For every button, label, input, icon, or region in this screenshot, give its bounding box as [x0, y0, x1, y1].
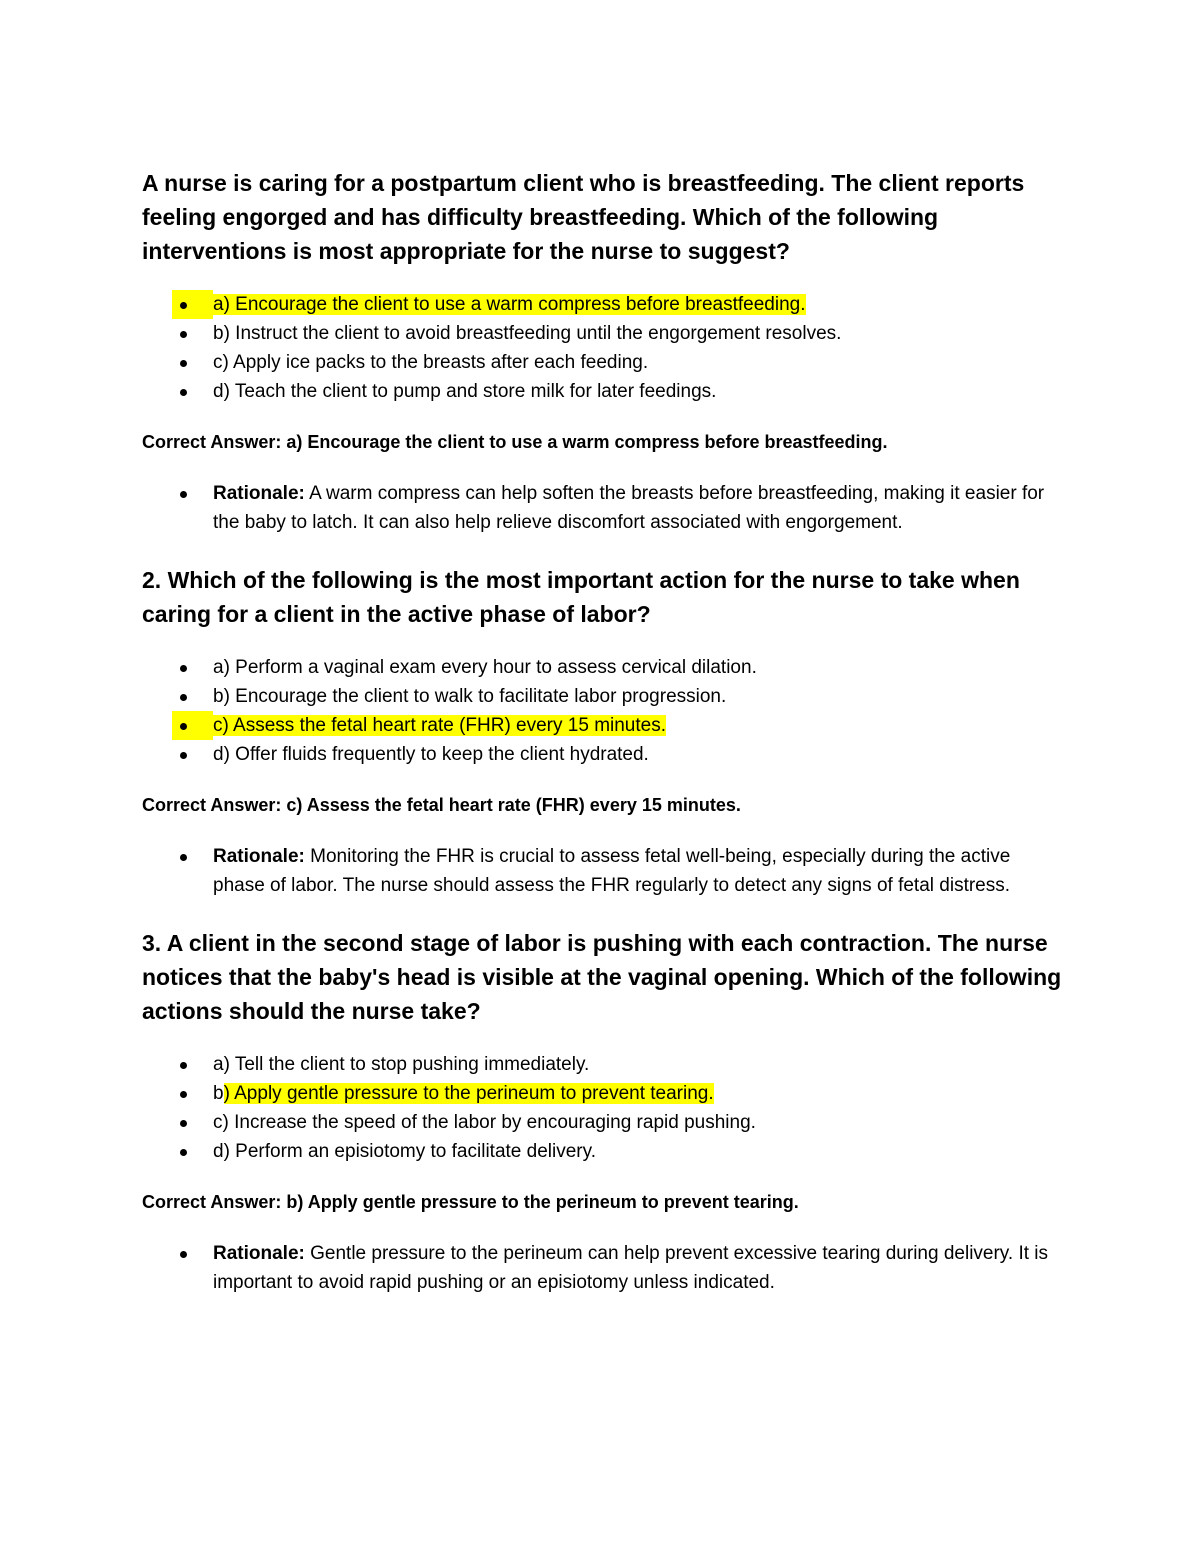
highlight-mark	[172, 711, 213, 740]
option-text-correct: ) Apply gentle pressure to the perineum to prevent tearing.	[223, 1083, 714, 1104]
option-text: d) Perform an episiotomy to facilitate delivery.	[213, 1141, 596, 1162]
option-text-correct: c) Assess the fetal heart rate (FHR) every 15 minutes.	[213, 715, 667, 736]
rationale-text: Gentle pressure to the perineum can help prevent excessive tearing during delivery. It is important to avoid rapid pushing or an episiotomy unless indicated.	[213, 1243, 1049, 1293]
bullet-icon	[180, 302, 187, 309]
question-1: A nurse is caring for a postpartum client who is breastfeeding. The client reports feeling engorged and has difficulty breastfeeding. Which of the following interventions is most appropriate for the nurse to suggest?	[142, 170, 1025, 264]
option-item	[142, 682, 1067, 711]
rationale-item	[142, 479, 1067, 537]
rationale-label: Rationale:	[213, 483, 305, 504]
correct-answer-3: Correct Answer: b) Apply gentle pressure to the perineum to prevent tearing.	[142, 1192, 799, 1212]
document-page	[142, 166, 1067, 1297]
bullet-icon	[180, 360, 187, 367]
option-text: c) Increase the speed of the labor by encouraging rapid pushing.	[213, 1112, 756, 1133]
bullet-icon	[180, 331, 187, 338]
question-3-options	[142, 1050, 1067, 1166]
bullet-icon	[180, 752, 187, 759]
rationale-text: Monitoring the FHR is crucial to assess fetal well-being, especially during the active phase of labor. The nurse should assess the FHR regularly to detect any signs of fetal distress.	[213, 846, 1011, 896]
rationale-label: Rationale:	[213, 846, 305, 867]
rationale-item	[142, 842, 1067, 900]
rationale-3	[142, 1239, 1067, 1297]
question-2: 2. Which of the following is the most important action for the nurse to take when caring for a client in the active phase of labor?	[142, 567, 1020, 627]
rationale-label: Rationale:	[213, 1243, 305, 1264]
option-text: b) Instruct the client to avoid breastfeeding until the engorgement resolves.	[213, 323, 842, 344]
bullet-icon	[180, 1091, 187, 1098]
correct-answer-2: Correct Answer: c) Assess the fetal heart rate (FHR) every 15 minutes.	[142, 795, 741, 815]
bullet-icon	[180, 665, 187, 672]
highlight-mark	[172, 290, 213, 319]
option-item	[142, 711, 1067, 740]
question-3: 3. A client in the second stage of labor is pushing with each contraction. The nurse notices that the baby's head is visible at the vaginal opening. Which of the following actions should the nurse take?	[142, 930, 1062, 1024]
rationale-2	[142, 842, 1067, 900]
rationale-item	[142, 1239, 1067, 1297]
bullet-icon	[180, 1062, 187, 1069]
question-2-options	[142, 653, 1067, 769]
option-text: d) Teach the client to pump and store milk for later feedings.	[213, 381, 717, 402]
question-1-options	[142, 290, 1067, 406]
rationale-1	[142, 479, 1067, 537]
option-text: c) Apply ice packs to the breasts after each feeding.	[213, 352, 649, 373]
option-item	[142, 348, 1067, 377]
correct-answer-1: Correct Answer: a) Encourage the client to use a warm compress before breastfeeding.	[142, 432, 888, 452]
option-item	[142, 1079, 1067, 1108]
option-item	[142, 290, 1067, 319]
bullet-icon	[180, 723, 187, 730]
option-text: b) Encourage the client to walk to facilitate labor progression.	[213, 686, 727, 707]
option-text: d) Offer fluids frequently to keep the client hydrated.	[213, 744, 649, 765]
option-item	[142, 740, 1067, 769]
option-item	[142, 319, 1067, 348]
option-item	[142, 1137, 1067, 1166]
option-item	[142, 1108, 1067, 1137]
option-item	[142, 1050, 1067, 1079]
option-text-prefix: b	[213, 1083, 224, 1104]
option-item	[142, 653, 1067, 682]
option-text: a) Tell the client to stop pushing immediately.	[213, 1054, 590, 1075]
bullet-icon	[180, 1251, 187, 1258]
option-item	[142, 377, 1067, 406]
option-text-correct: a) Encourage the client to use a warm compress before breastfeeding.	[213, 294, 806, 315]
bullet-icon	[180, 1149, 187, 1156]
rationale-text: A warm compress can help soften the breasts before breastfeeding, making it easier for the baby to latch. It can also help relieve discomfort associated with engorgement.	[213, 483, 1045, 533]
bullet-icon	[180, 491, 187, 498]
bullet-icon	[180, 1120, 187, 1127]
option-text: a) Perform a vaginal exam every hour to assess cervical dilation.	[213, 657, 757, 678]
bullet-icon	[180, 389, 187, 396]
bullet-icon	[180, 694, 187, 701]
bullet-icon	[180, 854, 187, 861]
